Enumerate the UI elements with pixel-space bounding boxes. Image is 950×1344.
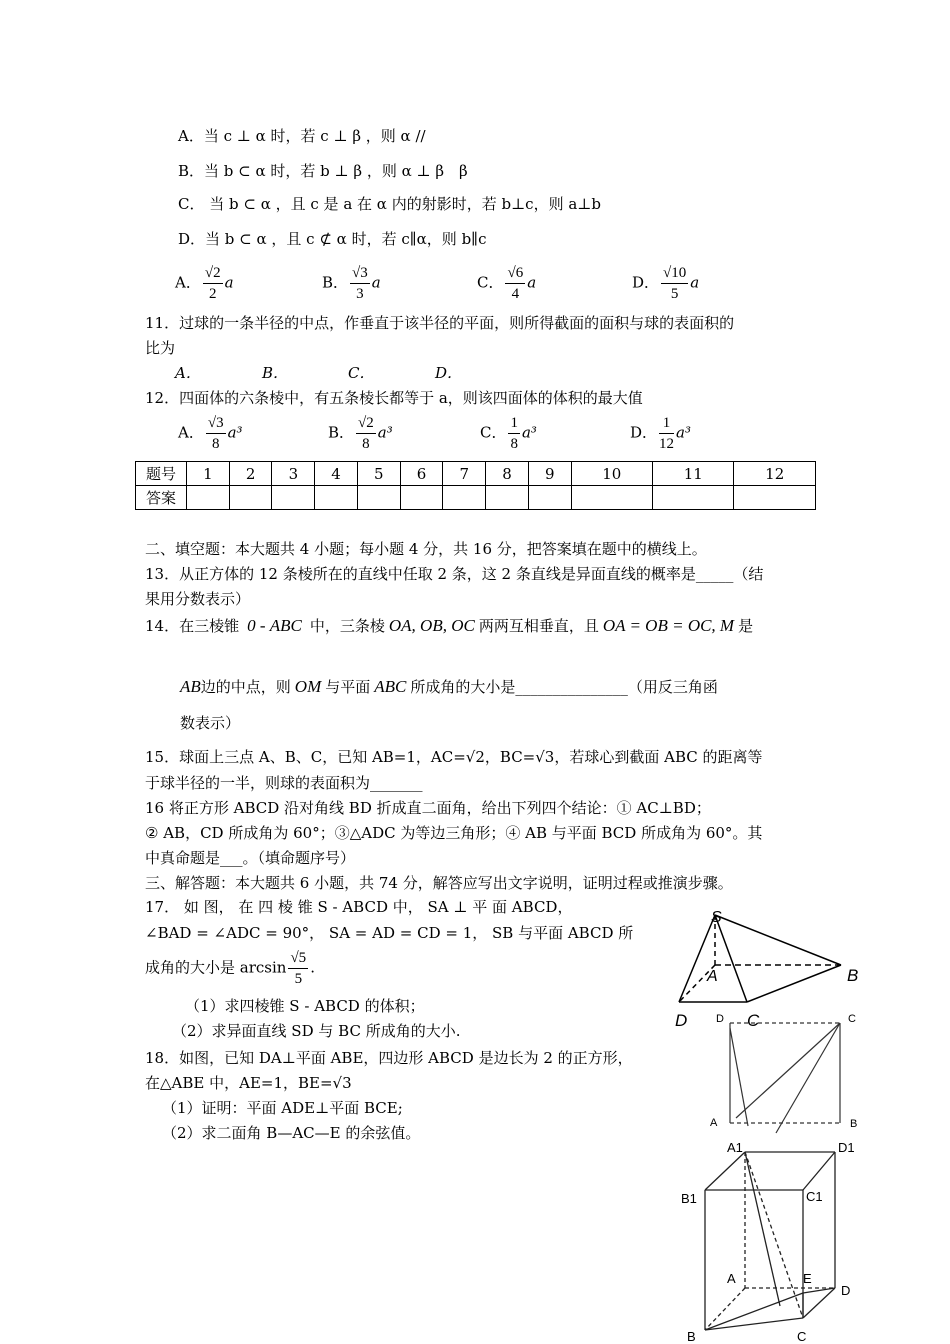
fig3-label-b: B (687, 1329, 696, 1342)
q12-option-a: A． $\frac{√3}{8}$ a³ (178, 415, 243, 452)
q17-text-line2: ∠BAD = ∠ADC = 90°， SA = AD = CD = 1， SB 与平面 ABCD 所 (145, 924, 634, 942)
table-cell: 3 (272, 462, 315, 486)
prism-figure (675, 1138, 875, 1342)
q14-text-line1: 14．在三棱锥 0 - ABC 中，三条棱 OA, OB, OC 两两互相垂直，且 OA = OB = OC, M 是 (145, 616, 754, 635)
section-3-heading: 三、解答题：本大题共 6 小题，共 74 分，解答应写出文字说明，证明过程或推演步骤。 (145, 874, 733, 892)
answer-cell[interactable] (571, 486, 652, 510)
sqrt-option-a: A． $\frac{√2}{2}$ a (175, 265, 234, 302)
fig3-label-a: A (727, 1271, 736, 1286)
fig3-label-b1: B1 (681, 1191, 697, 1206)
q18-sub-1: （1）证明：平面 ADE⊥平面 BCE; (162, 1099, 403, 1117)
q15-text-line2: 于球半径的一半，则球的表面积为_______ (145, 774, 423, 792)
table-cell: 5 (357, 462, 400, 486)
answer-cell[interactable] (528, 486, 571, 510)
q10-option-a: A．当 c ⊥ α 时，若 c ⊥ β ，则 α // (178, 127, 426, 145)
q17-text-line1: 17． 如 图， 在 四 棱 锥 S - ABCD 中， SA ⊥ 平 面 ABCD， (145, 898, 573, 916)
answer-table (135, 461, 816, 510)
q12-option-d: D． $\frac{1}{12}$ a³ (630, 415, 691, 452)
table-cell: 8 (486, 462, 529, 486)
table-cell: 12 (734, 462, 816, 486)
answer-cell[interactable] (357, 486, 400, 510)
sqrt-option-d: D． $\frac{√10}{5}$ a (632, 265, 700, 302)
q11-option-d: D． (435, 364, 463, 382)
table-cell: 4 (315, 462, 358, 486)
answer-cell[interactable] (734, 486, 816, 510)
fig1-label-d: D (675, 1011, 688, 1030)
answer-cell[interactable] (229, 486, 272, 510)
q17-sub-1: （1）求四棱锥 S - ABCD 的体积； (185, 997, 425, 1015)
sqrt-option-b: B． $\frac{√3}{3}$ a (322, 265, 381, 302)
q10-option-c: C． 当 b ⊂ α ，且 c 是 a 在 α 内的射影时，若 b⊥c，则 a⊥b (178, 195, 601, 213)
fig1-label-b: B (847, 966, 859, 985)
fig3-label-e: E (803, 1271, 812, 1286)
q15-text-line1: 15．球面上三点 A、B、C，已知 AB=1，AC=√2，BC=√3，若球心到截面 ABC 的距离等 (145, 748, 763, 766)
q11-option-c: C． (348, 364, 375, 382)
q11-option-b: B． (262, 364, 289, 382)
q16-text-line2: ② AB，CD 所成角为 60°；③△ADC 为等边三角形；④ AB 与平面 BCD 所成角为 60°。其 (145, 824, 763, 842)
square-figure (700, 1008, 870, 1138)
q16-text-line3: 中真命题是___。（填命题序号） (145, 849, 356, 867)
fig1-label-a: A (707, 968, 718, 985)
table-cell: 答案 (136, 486, 187, 510)
q10-option-d: D．当 b ⊂ α ，且 c ⊄ α 时，若 c∥α，则 b∥c (178, 230, 487, 248)
fig3-label-d1: D1 (838, 1140, 855, 1155)
q13-text-line2: 果用分数表示） (145, 590, 251, 608)
q12-option-c: C． $\frac{1}{8}$ a³ (480, 415, 537, 452)
table-cell: 1 (187, 462, 230, 486)
q14-text-line3: 数表示） (180, 714, 241, 732)
q16-text-line1: 16 将正方形 ABCD 沿对角线 BD 折成直二面角，给出下列四个结论：① AC⊥BD； (145, 799, 711, 817)
fig2-label-c: C (848, 1013, 856, 1025)
q13-text-line1: 13．从正方体的 12 条棱所在的直线中任取 2 条，这 2 条直线是异面直线的概率是_____（结 (145, 565, 764, 583)
q12-text: 12．四面体的六条棱中，有五条棱长都等于 a，则该四面体的体积的最大值 (145, 389, 643, 407)
answer-cell[interactable] (400, 486, 443, 510)
fig3-label-d: D (841, 1283, 851, 1298)
q17-sub-2: （2）求异面直线 SD 与 BC 所成角的大小. (172, 1022, 461, 1040)
fig3-label-c: C (797, 1329, 807, 1342)
q17-text-line3: 成角的大小是 arcsin $\frac{√5}{5}$ . (145, 950, 315, 987)
table-cell: 6 (400, 462, 443, 486)
table-cell: 9 (528, 462, 571, 486)
table-cell: 7 (443, 462, 486, 486)
answer-table-answer-row (136, 486, 816, 510)
table-cell: 2 (229, 462, 272, 486)
q11-text-line1: 11．过球的一条半径的中点，作垂直于该半径的平面，则所得截面的面积与球的表面积的 (145, 314, 735, 332)
q12-option-b: B． $\frac{√2}{8}$ a³ (328, 415, 393, 452)
q18-text-line1: 18．如图，已知 DA⊥平面 ABE，四边形 ABCD 是边长为 2 的正方形， (145, 1049, 633, 1067)
table-cell: 10 (571, 462, 652, 486)
fig2-label-b: B (850, 1118, 858, 1130)
answer-table-header-row (136, 462, 816, 486)
fig2-label-d: D (716, 1013, 724, 1025)
q11-text-line2: 比为 (145, 339, 176, 357)
answer-cell[interactable] (486, 486, 529, 510)
answer-cell[interactable] (653, 486, 734, 510)
table-cell: 11 (653, 462, 734, 486)
fig3-label-c1: C1 (806, 1189, 823, 1204)
answer-cell[interactable] (443, 486, 486, 510)
sqrt-option-c: C． $\frac{√6}{4}$ a (477, 265, 537, 302)
fig3-label-a1: A1 (727, 1140, 743, 1155)
fig2-label-a: A (710, 1117, 718, 1129)
q10-option-b: B．当 b ⊂ α 时，若 b ⊥ β ，则 α ⊥ β β (178, 162, 468, 180)
fig1-label-c: C (747, 1011, 760, 1030)
q18-text-line2: 在△ABE 中，AE=1，BE=√3 (145, 1074, 352, 1092)
q11-option-a: A． (175, 364, 201, 382)
q18-sub-2: （2）求二面角 B—AC—E 的余弦值。 (162, 1124, 421, 1142)
section-2-heading: 二、填空题：本大题共 4 小题；每小题 4 分，共 16 分，把答案填在题中的横线上。 (145, 540, 707, 558)
answer-cell[interactable] (315, 486, 358, 510)
q14-text-line2: AB边的中点，则 OM 与平面 ABC 所成角的大小是_______________（用反三角函 (180, 677, 718, 696)
answer-cell[interactable] (187, 486, 230, 510)
fig1-label-s: S (711, 909, 722, 926)
answer-cell[interactable] (272, 486, 315, 510)
table-cell: 题号 (136, 462, 187, 486)
